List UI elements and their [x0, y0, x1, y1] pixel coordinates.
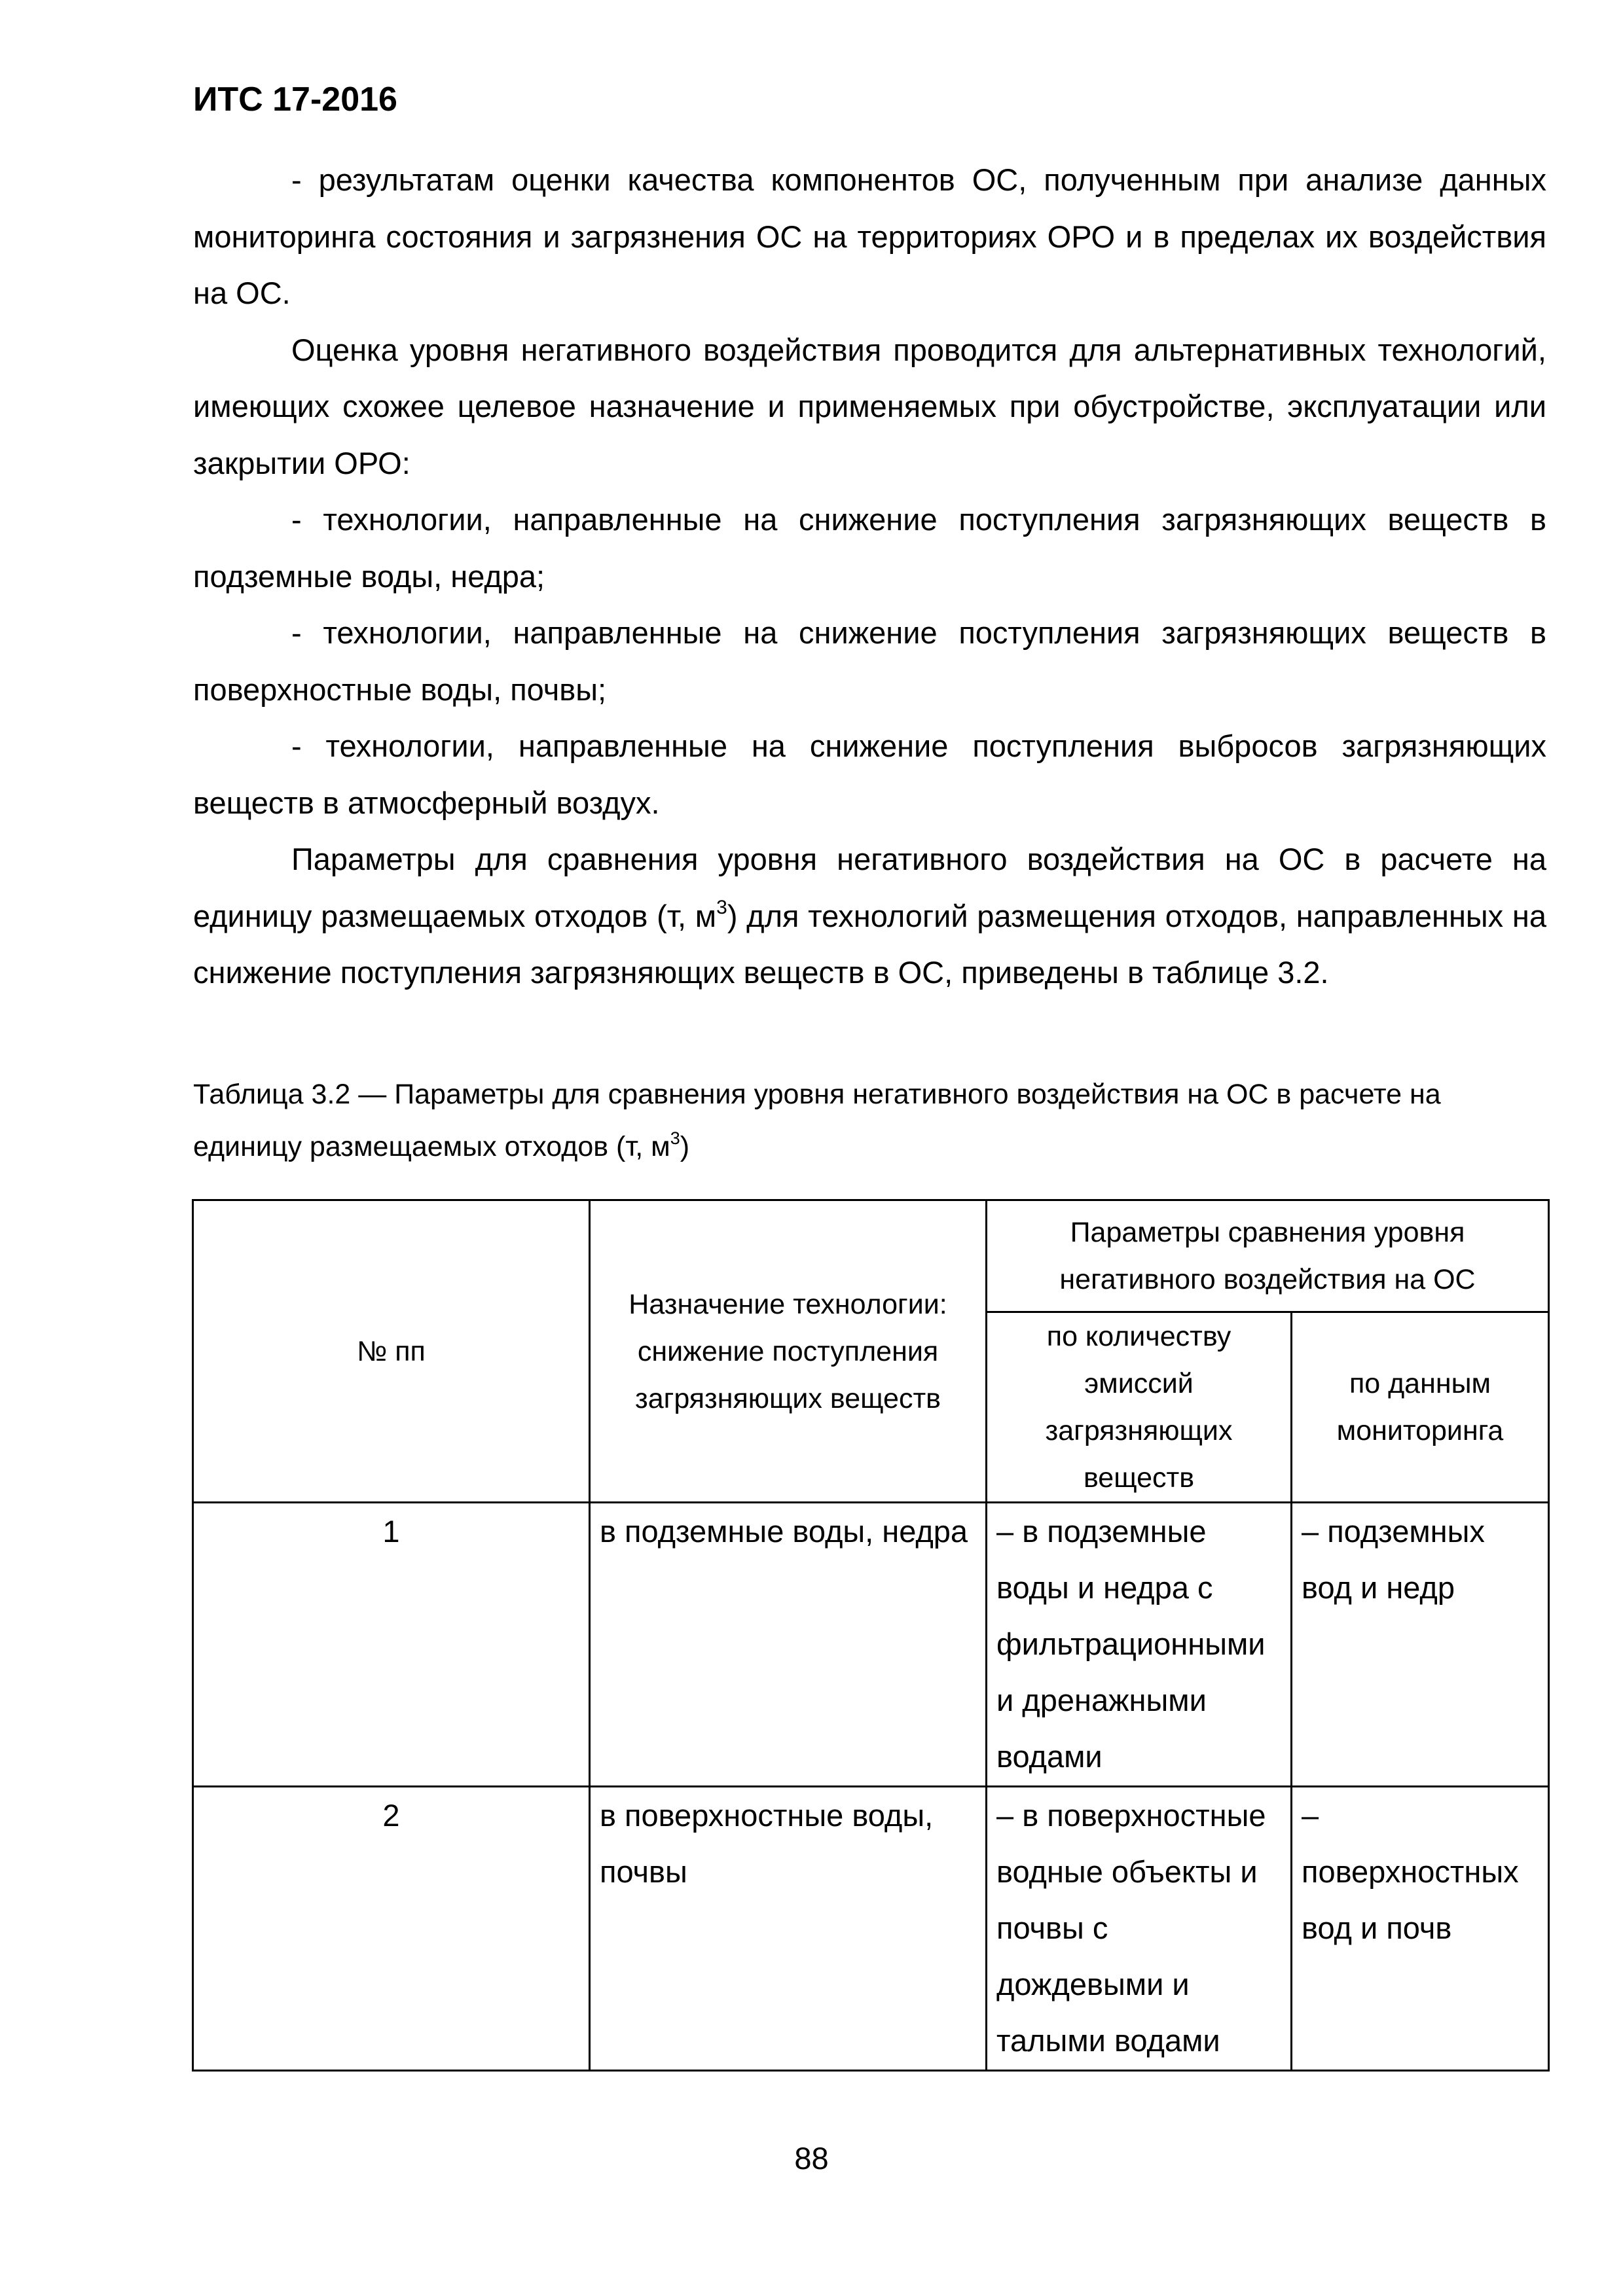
cell-num: 1 [193, 1503, 590, 1787]
header-purpose: Назначение технологии: снижение поступления загрязняющих веществ [590, 1200, 987, 1503]
page-number: 88 [794, 2141, 829, 2176]
table-caption-end: ) [680, 1131, 690, 1162]
list-item-surface-water: - технологии, направленные на снижение поступления загрязняющих веществ в поверхностные воды, почвы; [193, 615, 1546, 707]
table-row [193, 1787, 1549, 2071]
header-num: № пп [193, 1200, 590, 1503]
body-text [193, 152, 1546, 1001]
paragraph-table-reference-part2: ) для технологий размещения отходов, направленных на снижение поступления загрязняющих веществ в ОС, приведены в таблице 3.2. [193, 898, 1546, 990]
header-by-monitoring: по данным мониторинга [1292, 1312, 1549, 1503]
paragraph-table-reference-part1: Параметры для сравнения уровня негативного воздействия на ОС в расчете на единицу размещаемых отходов (т, м [193, 842, 1546, 933]
cell-by-monitoring: – подземных вод и недр [1292, 1503, 1549, 1787]
list-item-groundwater: - технологии, направленные на снижение поступления загрязняющих веществ в подземные воды, недра; [193, 502, 1546, 594]
cell-purpose: в поверхностные воды, почвы [590, 1787, 987, 2071]
cell-purpose: в подземные воды, недра [590, 1503, 987, 1787]
table-row [193, 1503, 1549, 1787]
header-by-emissions: по количеству эмиссий загрязняющих веществ [987, 1312, 1292, 1503]
superscript-3: 3 [716, 896, 727, 918]
paragraph-table-reference [193, 831, 1546, 1001]
paragraph-impact-assessment: Оценка уровня негативного воздействия проводится для альтернативных технологий, имеющих схожее целевое назначение и применяемых при обустройстве, эксплуатации или закрытии ОРО: [193, 332, 1546, 480]
list-item-air: - технологии, направленные на снижение поступления выбросов загрязняющих веществ в атмосферный воздух. [193, 728, 1546, 820]
cell-num: 2 [193, 1787, 590, 2071]
table-caption [193, 1068, 1546, 1173]
parameters-table [192, 1199, 1550, 2072]
cell-by-monitoring: – поверхностных вод и почв [1292, 1787, 1549, 2071]
table-caption-text: Таблица 3.2 — Параметры для сравнения уровня негативного воздействия на ОС в расчете на единицу размещаемых отходов (т, м [193, 1079, 1441, 1162]
header-params-group: Параметры сравнения уровня негативного воздействия на ОС [987, 1200, 1549, 1312]
cell-by-emissions: – в подземные воды и недра с фильтрационными и дренажными водами [987, 1503, 1292, 1787]
document-header: ИТС 17-2016 [193, 81, 397, 118]
paragraph-results-assessment: - результатам оценки качества компонентов ОС, полученным при анализе данных мониторинга состояния и загрязнения ОС на территориях ОРО и в пределах их воздействия на ОС. [193, 162, 1546, 310]
cell-by-emissions: – в поверхностные водные объекты и почвы с дождевыми и талыми водами [987, 1787, 1292, 2071]
table-caption-superscript: 3 [670, 1128, 680, 1148]
